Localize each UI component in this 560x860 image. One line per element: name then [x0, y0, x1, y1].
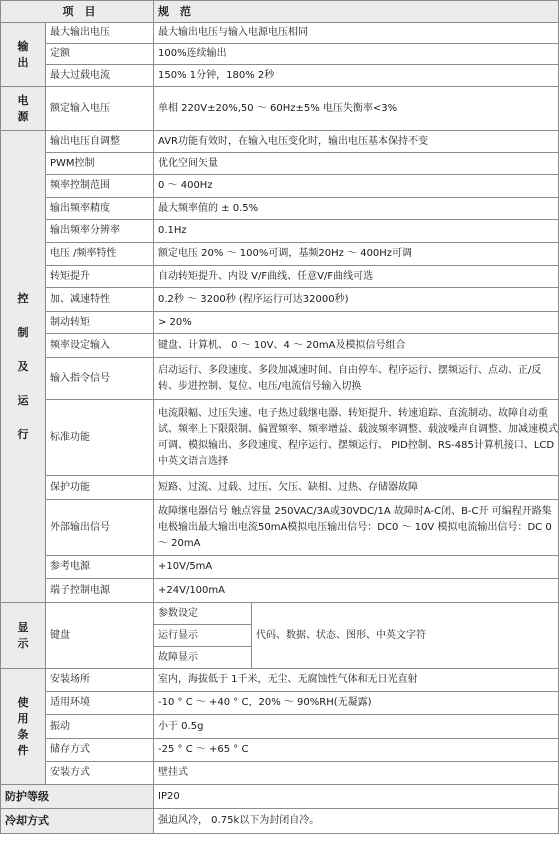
row-label: 储存方式	[46, 739, 154, 762]
row-value: IP20	[154, 785, 559, 809]
row-value: 优化空间矢量	[154, 153, 559, 175]
row-value: 最大频率值的 ± 0.5%	[154, 198, 559, 220]
row-value: 0.2秒 ～ 3200秒 (程序运行可达32000秒)	[154, 288, 559, 312]
table-row	[1, 175, 559, 198]
row-label: 加、减速特性	[46, 288, 154, 312]
row-label: 频率控制范围	[46, 175, 154, 198]
row-label: 振动	[46, 715, 154, 739]
group-control	[1, 131, 46, 603]
row-label: 输出频率精度	[46, 198, 154, 220]
row-label: 参考电源	[46, 556, 154, 579]
group-protection: 防护等级	[1, 785, 154, 809]
table-row	[1, 785, 559, 809]
group-cooling: 冷却方式	[1, 809, 154, 834]
row-label: 端子控制电源	[46, 579, 154, 603]
table-row	[1, 809, 559, 834]
table-row	[1, 243, 559, 266]
header-spec: 规 范	[154, 1, 559, 23]
row-label: 制动转矩	[46, 312, 154, 334]
group-label: 使用条件	[17, 695, 29, 757]
row-value: 自动转矩提升、内设 V/F曲线、任意V/F曲线可选	[154, 266, 559, 288]
row-value: -10 ° C ～ +40 ° C，20% ～ 90%RH(无凝露)	[154, 692, 559, 715]
row-label: 标准功能	[46, 400, 154, 476]
row-value: 电流限幅、过压失速、电子热过载继电器、转矩提升、转速追踪、直流制动、故障自动重试、频率上下限限制、偏置频率、频率增益、载波频率调整、载波噪声自调整、加减速模式可调、模拟输出、多段速度、程序运行、摆频运行、 PID控制、RS-485计算机接口、LCD中英文语言选择	[154, 400, 559, 476]
row-label: 频率设定输入	[46, 334, 154, 358]
table-row	[1, 87, 559, 131]
table-row	[1, 556, 559, 579]
row-label: 输出电压自调整	[46, 131, 154, 153]
row-value: 壁挂式	[154, 762, 559, 785]
row-value: 室内，海拔低于 1千米，无尘、无腐蚀性气体和无日光直射	[154, 669, 559, 692]
row-label: 安装场所	[46, 669, 154, 692]
group-label: 输出	[17, 39, 29, 69]
table-row	[1, 739, 559, 762]
row-label: 外部输出信号	[46, 500, 154, 556]
row-value: 启动运行、多段速度、多段加减速时间、自由停车、程序运行、摆频运行、点动、正/反转、步进控制、复位、电压/电流信号输入切换	[154, 358, 559, 400]
table-row	[1, 288, 559, 312]
row-value: 强迫风冷， 0.75k以下为封闭自冷。	[154, 809, 559, 834]
table-row	[1, 579, 559, 603]
row-label: 定额	[46, 44, 154, 65]
row-label: PWM控制	[46, 153, 154, 175]
row-label: 额定输入电压	[46, 87, 154, 131]
row-value: AVR功能有效时，在输入电压变化时，输出电压基本保持不变	[154, 131, 559, 153]
keyboard-sub-item: 运行显示	[154, 625, 252, 647]
row-value: 代码、数据、状态、图形、中英文字符	[252, 603, 559, 669]
table-row	[1, 198, 559, 220]
table-row	[1, 500, 559, 556]
row-label: 最大过载电流	[46, 65, 154, 87]
table-row	[1, 334, 559, 358]
group-label: 显示	[17, 620, 29, 650]
row-label: 最大输出电压	[46, 23, 154, 44]
row-label: 保护功能	[46, 476, 154, 500]
row-value: 最大输出电压与输入电源电压相同	[154, 23, 559, 44]
row-value: 0 ～ 400Hz	[154, 175, 559, 198]
row-label: 键盘	[46, 603, 154, 669]
group-output	[1, 23, 46, 87]
table-row	[1, 220, 559, 243]
table-row	[1, 715, 559, 739]
row-label: 输入指令信号	[46, 358, 154, 400]
table-row	[1, 44, 559, 65]
row-value: > 20%	[154, 312, 559, 334]
row-value: 0.1Hz	[154, 220, 559, 243]
table-row	[1, 692, 559, 715]
row-label: 输出频率分辨率	[46, 220, 154, 243]
table-row	[1, 153, 559, 175]
group-conditions	[1, 669, 46, 785]
row-value: 100%连续输出	[154, 44, 559, 65]
table-row	[1, 476, 559, 500]
keyboard-sub-item: 故障显示	[154, 647, 252, 669]
header-item: 项 目	[1, 1, 154, 23]
table-row	[1, 266, 559, 288]
table-row	[1, 312, 559, 334]
row-value: +24V/100mA	[154, 579, 559, 603]
row-value: -25 ° C ～ +65 ° C	[154, 739, 559, 762]
keyboard-sub-item: 参数设定	[154, 603, 252, 625]
group-label: 控制及运行	[17, 291, 29, 441]
table-row	[1, 23, 559, 44]
row-value: 小于 0.5g	[154, 715, 559, 739]
row-value: 单相 220V±20%,50 ～ 60Hz±5% 电压失衡率<3%	[154, 87, 559, 131]
row-value: 短路、过流、过载、过压、欠压、缺相、过热、存储器故障	[154, 476, 559, 500]
table-row	[1, 65, 559, 87]
row-label: 适用环境	[46, 692, 154, 715]
row-value: +10V/5mA	[154, 556, 559, 579]
group-power	[1, 87, 46, 131]
row-label: 电压 /频率特性	[46, 243, 154, 266]
row-value: 故障继电器信号 触点容量 250VAC/3A或30VDC/1A 故障时A-C闭、B-C开 可编程开路集电极输出最大输出电流50mA模拟电压输出信号：DC0 ～ 10V 模拟电流输出信号：DC 0 ～ 20mA	[154, 500, 559, 556]
table-row	[1, 131, 559, 153]
table-row	[1, 400, 559, 476]
row-value: 150% 1分钟，180% 2秒	[154, 65, 559, 87]
table-row	[1, 603, 559, 625]
table-row	[1, 669, 559, 692]
table-row	[1, 762, 559, 785]
row-label: 转矩提升	[46, 266, 154, 288]
row-label: 安装方式	[46, 762, 154, 785]
table-row	[1, 358, 559, 400]
group-display	[1, 603, 46, 669]
row-value: 键盘、计算机、 0 ～ 10V、4 ～ 20mA及模拟信号组合	[154, 334, 559, 358]
row-value: 额定电压 20% ～ 100%可调，基频20Hz ～ 400Hz可调	[154, 243, 559, 266]
header-row	[1, 1, 559, 23]
group-label: 电源	[17, 93, 29, 123]
